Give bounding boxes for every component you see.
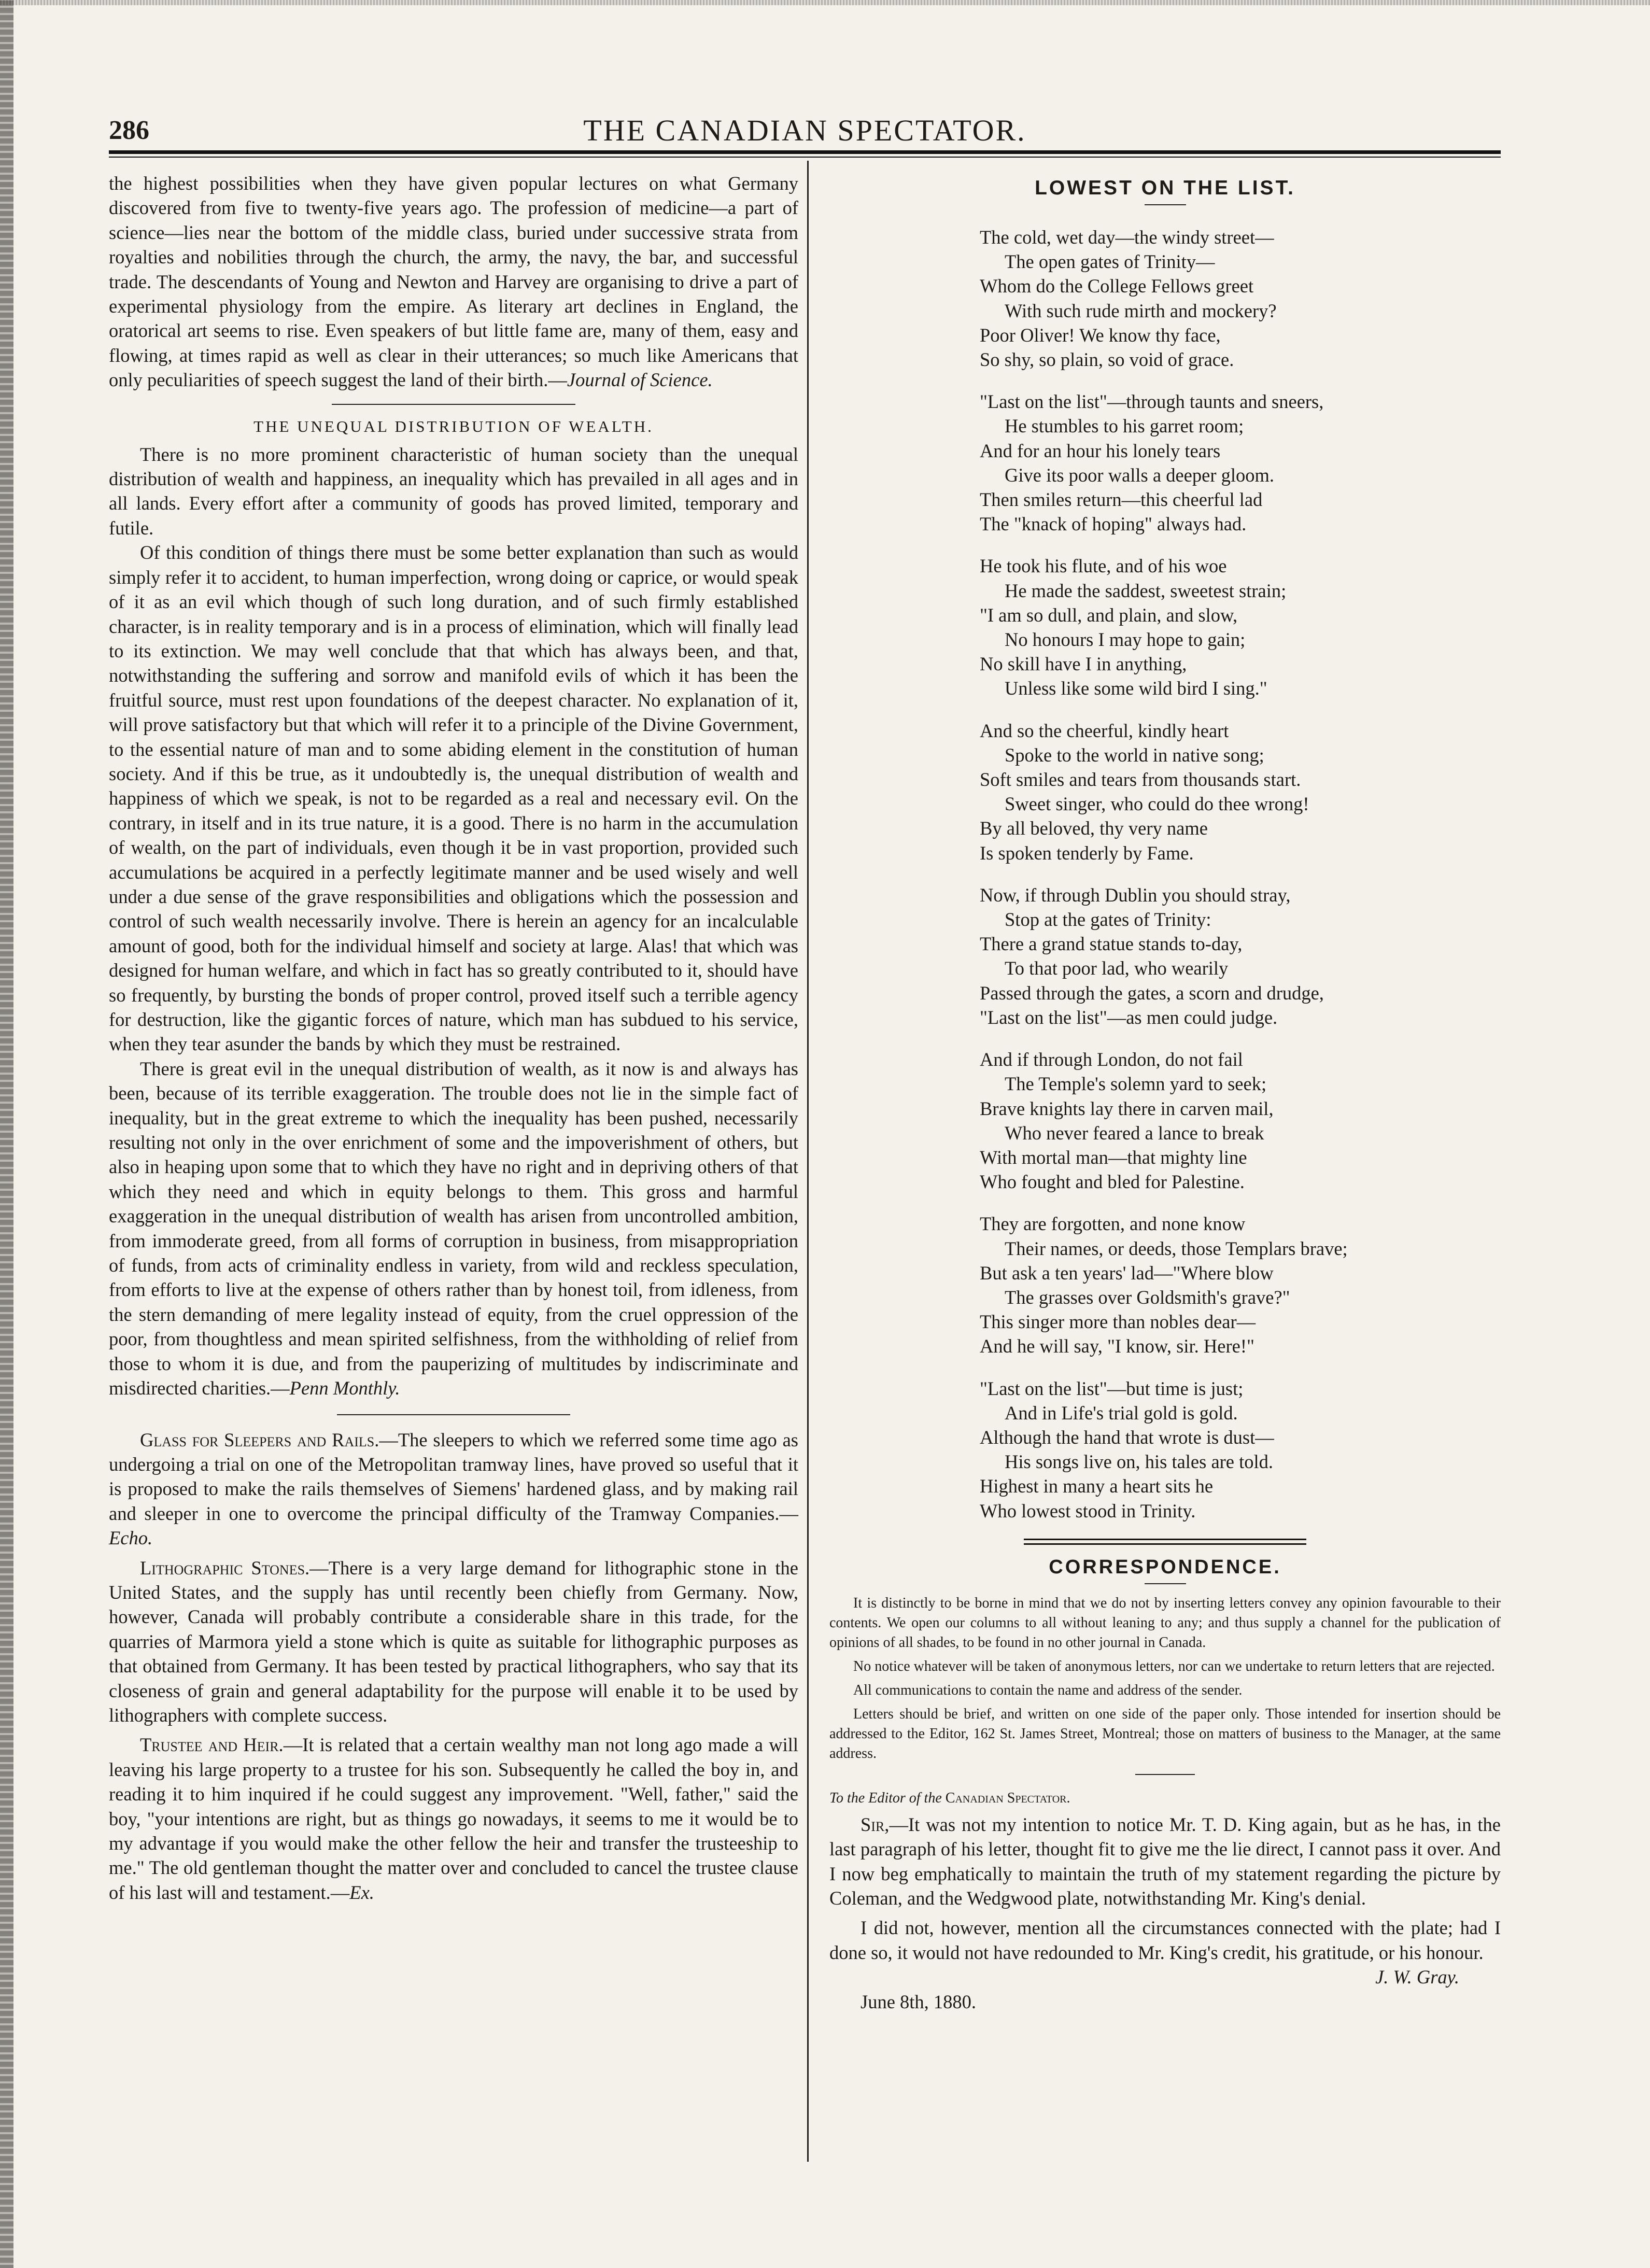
poem-line: "I am so dull, and plain, and slow, bbox=[980, 604, 1238, 626]
trustee-article bbox=[109, 1732, 798, 1905]
right-column bbox=[829, 171, 1501, 2014]
title-rule bbox=[1145, 1583, 1186, 1584]
poem-line: Sweet singer, who could do thee wrong! bbox=[1005, 793, 1309, 815]
poem-stanza bbox=[980, 719, 1501, 865]
poem-line: The "knack of hoping" always had. bbox=[980, 513, 1247, 535]
poem-line: The open gates of Trinity— bbox=[1005, 251, 1215, 273]
journal-title: THE CANADIAN SPECTATOR. bbox=[583, 114, 1026, 147]
letter-text: —It was not my intention to notice Mr. T. D. King again, but as he has, in the last paragraph of his letter, thought fit to give me the lie direct, I cannot pass it over. And I now beg emphatically to maintain the truth of my statement regarding the picture by Coleman, and the Wedgwood plate, notwithstanding Mr. King's denial. bbox=[829, 1813, 1501, 1909]
glass-text: —The sleepers to which we referred some time ago as undergoing a trial on one of the Metropolitan tramway lines, have proved so useful that it is proposed to make the rails themselves of Siemens' hardened glass, and by making rail and sleeper in one to overcome the principal difficulty of the Tramway Companies.— bbox=[109, 1429, 798, 1524]
stones-article bbox=[109, 1556, 798, 1728]
letter-paragraph bbox=[829, 1812, 1501, 1911]
poem-line: Whom do the College Fellows greet bbox=[980, 275, 1254, 297]
glass-source: Echo. bbox=[109, 1527, 153, 1549]
poem-line: Who lowest stood in Trinity. bbox=[980, 1500, 1196, 1522]
letter-address-prefix: To the Editor of the bbox=[829, 1790, 946, 1806]
trustee-heading: Trustee and Heir. bbox=[140, 1734, 284, 1756]
glass-heading: Glass for Sleepers and Rails. bbox=[140, 1429, 379, 1450]
correspondence-note: All communications to contain the name and address of the sender. bbox=[853, 1682, 1243, 1698]
letter-address bbox=[829, 1788, 1501, 1808]
poem-line: "Last on the list"—as men could judge. bbox=[980, 1006, 1278, 1028]
poem-line: Spoke to the world in native song; bbox=[1005, 744, 1264, 766]
poem-line: Highest in many a heart sits he bbox=[980, 1475, 1214, 1497]
wealth-paragraph-text: There is great evil in the unequal distribution of wealth, as it now is and always has been, because of its terrible exaggeration. The trouble does not lie in the simple fact of inequality, but in the great extreme to which the inequality has been pushed, necessarily resulting not only in the over enrichment of some and the impoverishment of others, but also in heaping upon some that to which they have no right and in depriving others of that which they need and which in equity belongs to them. This gross and harmful exaggeration in the unequal distribution of wealth has arisen from uncontrolled ambition, from immoderate greed, from all forms of corruption in business, from misappropriation of funds, from acts of criminality endless in variety, from wild and reckless speculation, from efforts to live at the expense of others rather than by honest toil, from idleness, from the stern demanding of mere legality instead of equity, from the cruel oppression of the poor, from thoughtless and mean spirited selfishness, from the withholding of relief from those to whom it is due, and from the pauperizing of multitudes by indiscriminate and misdirected charities.— bbox=[109, 1058, 798, 1399]
poem-line: No skill have I in anything, bbox=[980, 653, 1187, 675]
poem-line: The cold, wet day—the windy street— bbox=[980, 227, 1274, 248]
header-rule-thick bbox=[109, 150, 1501, 154]
poem-line: No honours I may hope to gain; bbox=[1005, 629, 1246, 651]
science-lectures-source: Journal of Science. bbox=[567, 369, 713, 391]
poem-line: Brave knights lay there in carven mail, bbox=[980, 1097, 1274, 1119]
poem-line: Who never feared a lance to break bbox=[1005, 1122, 1264, 1144]
poem-line: He stumbles to his garret room; bbox=[1005, 415, 1244, 437]
poem-line: Passed through the gates, a scorn and drudge, bbox=[980, 982, 1324, 1004]
page-number: 286 bbox=[109, 116, 149, 145]
correspondence-note: No notice whatever will be taken of anonymous letters, nor can we undertake to return letters that are rejected. bbox=[853, 1658, 1495, 1674]
wealth-heading: THE UNEQUAL DISTRIBUTION OF WEALTH. bbox=[253, 417, 654, 435]
poem-line: Soft smiles and tears from thousands start. bbox=[980, 769, 1301, 791]
poem-stanza bbox=[980, 1047, 1501, 1194]
poem-line: The grasses over Goldsmith's grave?" bbox=[1005, 1286, 1290, 1308]
poem-line: And in Life's trial gold is gold. bbox=[1005, 1402, 1238, 1424]
poem-line: "Last on the list"—but time is just; bbox=[980, 1377, 1244, 1399]
science-lectures-text: the highest possibilities when they have given popular lectures on what Germany discovered from five to twenty-five years ago. The profession of medicine—a part of science—lies near the bottom of the middle class, buried under successive strata from royalties and nobilities through the church, the army, the navy, the bar, and successful trade. The descendants of Young and Newton and Harvey are organising to drive a part of experimental physiology from the empire. As literary art declines in England, the oratorical art seems to rise. Even speakers of but little fame are, many of them, easy and flowing, at times rapid as well as clear in their utterances; so much like Americans that only peculiarities of speech suggest the land of their birth.— bbox=[109, 173, 798, 391]
stones-text: —There is a very large demand for lithographic stone in the United States, and the supply has until recently been chiefly from Germany. Now, however, Canada will probably contribute a considerable share in this trade, for the quarries of Marmora yield a stone which is quite as suitable for lithographic purposes as that obtained from Germany. It has been tested by practical lithographers, who say that its closeness of grain and general adaptability for the purpose will enable it to be used by lithographers with complete success. bbox=[109, 1557, 798, 1726]
letter-salutation: Sir, bbox=[861, 1813, 890, 1835]
poem-line: And for an hour his lonely tears bbox=[980, 440, 1221, 461]
glass-article bbox=[109, 1428, 798, 1551]
poem-line: "Last on the list"—through taunts and sneers, bbox=[980, 391, 1324, 413]
poem-line: They are forgotten, and none know bbox=[980, 1213, 1246, 1235]
poem-line: Then smiles return—this cheerful lad bbox=[980, 489, 1263, 511]
poem-line: And if through London, do not fail bbox=[980, 1049, 1243, 1070]
poem-line: His songs live on, his tales are told. bbox=[1005, 1451, 1274, 1473]
poem-line: To that poor lad, who wearily bbox=[1005, 957, 1229, 979]
masthead bbox=[109, 115, 1501, 146]
poem-stanza bbox=[980, 1376, 1501, 1523]
wealth-paragraph: Of this condition of things there must be some better explanation than such as would simply refer it to accident, to human imperfection, wrong doing or caprice, or would speak of it as an evil which though of such long duration, and of such firmly established character, is in reality temporary and is in a process of elimination, which will finally lead to its extinction. We may well conclude that that which has always been, and that, notwithstanding the suffering and sorrow and manifold evils of which it has been the fruitful source, must rest upon foundations of the deepest character. No explanation of it, will prove satisfactory but that which will refer it to a principle of the Divine Government, to the essential nature of man and to some abiding element in the constitution of human society. And if this be true, as it undoubtedly is, the unequal distribution of wealth and happiness of which we speak, is not to be regarded as a real and necessary evil. On the contrary, in itself and in its true nature, it is a good. There is no harm in the accumulation of wealth, on the part of individuals, even though it be in vast proportion, provided such accumulations be acquired in a perfectly legitimate manner and be used wisely and well under a due sense of the grave responsibilities and obligations which the possession and control of such wealth necessarily involve. There is herein an agency for an incalculable amount of good, both for the individual himself and society at large. Alas! that which was designed for human welfare, and which in fact has so greatly contributed to it, should have so frequently, by bursting the bonds of proper control, proved itself such a terrible agency for destruction, like the gigantic forces of nature, which man has subdued to his service, when they tear asunder the bands by which they must be restrained. bbox=[109, 542, 798, 1055]
poem-line: Their names, or deeds, those Templars brave; bbox=[1005, 1237, 1348, 1259]
left-column bbox=[109, 171, 798, 1905]
correspondence-note: Letters should be brief, and written on one side of the paper only. Those intended for insertion should be addressed to the Editor, 162 St. James Street, Montreal; those on matters of business to the Manager, at the same address. bbox=[829, 1706, 1501, 1762]
letter-address-journal: Canadian Spectator. bbox=[945, 1790, 1070, 1806]
poem-stanza bbox=[980, 883, 1501, 1030]
poem-line: This singer more than nobles dear— bbox=[980, 1311, 1256, 1333]
poem-line: There a grand statue stands to-day, bbox=[980, 933, 1243, 955]
poem-line: With mortal man—that mighty line bbox=[980, 1146, 1247, 1168]
correspondence-note: It is distinctly to be borne in mind that we do not by inserting letters convey any opinion favourable to their contents. We open our columns to all without leaning to any; and thus supply a channel for the publication of opinions of all shades, to be found in no other journal in Canada. bbox=[829, 1595, 1501, 1651]
wealth-paragraph: There is no more prominent characteristic of human society than the unequal distribution of wealth and happiness, an inequality which has prevailed in all ages and in all lands. Every effort after a community of goods has proved limited, temporary and futile. bbox=[109, 443, 798, 539]
section-rule bbox=[337, 1414, 570, 1415]
poem-line: Is spoken tenderly by Fame. bbox=[980, 842, 1194, 864]
poem-stanza bbox=[980, 554, 1501, 700]
scan-binding-edge bbox=[0, 0, 13, 2268]
poem-title: LOWEST ON THE LIST. bbox=[1035, 177, 1295, 199]
poem-line: Poor Oliver! We know thy face, bbox=[980, 324, 1221, 346]
poem-line: Unless like some wild bird I sing." bbox=[1005, 678, 1267, 699]
poem-line: And he will say, "I know, sir. Here!" bbox=[980, 1335, 1254, 1357]
poem bbox=[980, 225, 1501, 1523]
letter-text: I did not, however, mention all the circumstances connected with the plate; had I done so, it would not have redounded to Mr. King's credit, his gratitude, or his honour. bbox=[829, 1917, 1501, 1963]
section-rule bbox=[1135, 1774, 1195, 1775]
poem-line: Who fought and bled for Palestine. bbox=[980, 1171, 1245, 1193]
title-rule bbox=[1145, 204, 1186, 205]
poem-line: With such rude mirth and mockery? bbox=[1005, 300, 1277, 321]
letter-paragraph bbox=[829, 1915, 1501, 1988]
poem-line: Although the hand that wrote is dust— bbox=[980, 1426, 1274, 1448]
letter-signature: J. W. Gray. bbox=[1375, 1966, 1459, 1988]
letter-date: June 8th, 1880. bbox=[861, 1991, 977, 2012]
scan-top-edge bbox=[0, 0, 1650, 5]
trustee-text: —It is related that a certain wealthy man not long ago made a will leaving his large property to a trustee for his son. Subsequently he called the boy in, and reading it to him inquired if he could suggest any improvement. "Well, father," said the boy, "your intentions are right, but as things go nowadays, it seems to me it would be to my advantage if you would make the other fellow the heir and transfer the trusteeship to me." The old gentleman thought the matter over and concluded to cancel the trustee clause of his last will and testament.— bbox=[109, 1734, 798, 1903]
section-double-rule bbox=[1024, 1539, 1306, 1545]
trustee-source: Ex. bbox=[349, 1881, 374, 1903]
science-lectures-article bbox=[109, 171, 798, 392]
poem-line: He took his flute, and of his woe bbox=[980, 555, 1227, 577]
poem-line: By all beloved, thy very name bbox=[980, 818, 1208, 839]
poem-line: Give its poor walls a deeper gloom. bbox=[1005, 464, 1275, 486]
correspondence-title: CORRESPONDENCE. bbox=[1049, 1556, 1281, 1578]
poem-stanza bbox=[980, 225, 1501, 372]
stones-heading: Lithographic Stones. bbox=[140, 1557, 310, 1579]
poem-line: Stop at the gates of Trinity: bbox=[1005, 909, 1211, 931]
wealth-paragraph bbox=[109, 1056, 798, 1401]
poem-line: Now, if through Dublin you should stray, bbox=[980, 884, 1291, 906]
section-rule bbox=[332, 404, 575, 405]
poem-stanza bbox=[980, 1212, 1501, 1358]
wealth-source: Penn Monthly. bbox=[289, 1377, 400, 1399]
poem-line: The Temple's solemn yard to seek; bbox=[1005, 1073, 1267, 1095]
header-rule-thin bbox=[109, 157, 1501, 158]
poem-line: And so the cheerful, kindly heart bbox=[980, 720, 1229, 741]
poem-stanza bbox=[980, 389, 1501, 536]
column-divider bbox=[807, 161, 809, 2162]
poem-line: So shy, so plain, so void of grace. bbox=[980, 349, 1234, 371]
poem-line: He made the saddest, sweetest strain; bbox=[1005, 580, 1287, 601]
poem-line: But ask a ten years' lad—"Where blow bbox=[980, 1262, 1274, 1284]
